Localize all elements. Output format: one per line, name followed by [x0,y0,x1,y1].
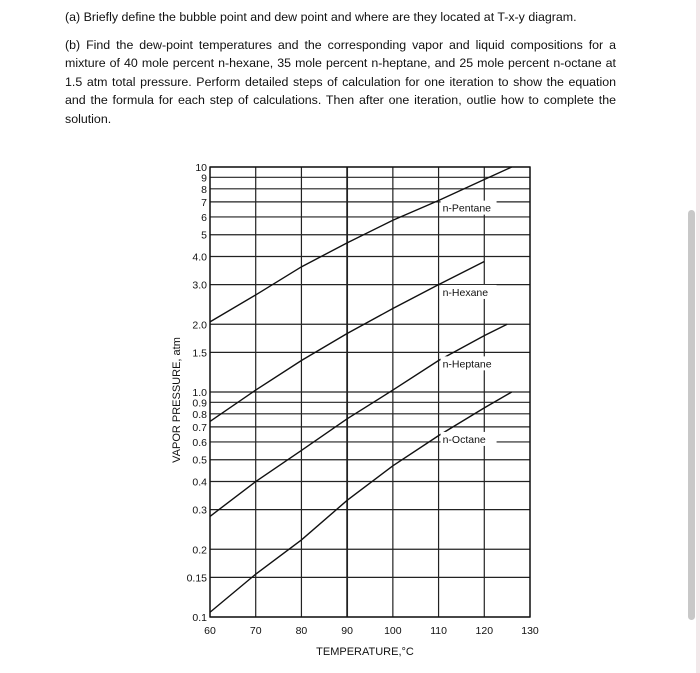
y-tick-label: 6 [201,211,207,224]
y-tick-label: 3.0 [192,279,207,292]
series-label: n-Heptane [442,358,492,371]
y-tick-label: 0.7 [192,421,207,434]
x-tick-label: 80 [295,625,308,637]
y-tick-label: 0.9 [192,397,207,410]
x-axis-title: TEMPERATURE,°C [316,646,414,658]
y-tick-label: 10 [195,162,207,174]
y-tick-label: 1.5 [192,347,207,360]
y-tick-label: 4.0 [192,251,207,264]
scrollbar[interactable] [688,210,695,620]
x-tick-label: 130 [521,625,539,637]
x-tick-label: 90 [341,625,353,637]
y-tick-label: 0.6 [192,436,207,449]
x-tick-label: 110 [430,625,447,637]
y-tick-label: 0.1 [192,612,207,624]
y-tick-label: 0.15 [186,572,207,585]
y-tick-label: 0.3 [192,504,207,517]
y-tick-label: 0.8 [192,408,207,421]
y-tick-label: 0.4 [192,476,207,489]
question-part-a: (a) Briefly define the bubble point and dew point and where are they located at T-x-y diagram. [65,10,577,24]
window-edge [696,0,700,673]
y-tick-label: 7 [201,196,207,209]
x-tick-label: 100 [384,625,402,637]
y-tick-label: 0.2 [192,544,207,557]
x-tick-label: 70 [249,625,262,637]
y-tick-label: 2.0 [192,319,207,332]
series-label: n-Pentane [442,202,492,215]
x-tick-label: 60 [204,625,216,637]
x-tick-label: 120 [475,625,494,637]
y-tick-label: 9 [201,172,207,185]
y-tick-label: 5 [201,229,207,242]
question-part-b: (b) Find the dew-point temperatures and the corresponding vapor and liquid compositions for a mixture of 40 mole percent n-hexane, 35 mole percent n-heptane, and 25 mole percent n-octane at 1.5 atm total pressure. Perform detailed steps of calculation for one iteration to show the equation and the formula for each step of calculations. Then after one iteration, outlie how to complete the solution. [65,38,616,126]
y-axis-title: VAPOR PRESSURE, atm [171,337,183,463]
y-tick-label: 0.5 [192,454,207,467]
y-tick-label: 8 [201,183,207,196]
series-label: n-Octane [442,433,486,446]
series-label: n-Hexane [442,286,489,299]
y-tick-label: 1.0 [192,387,207,399]
